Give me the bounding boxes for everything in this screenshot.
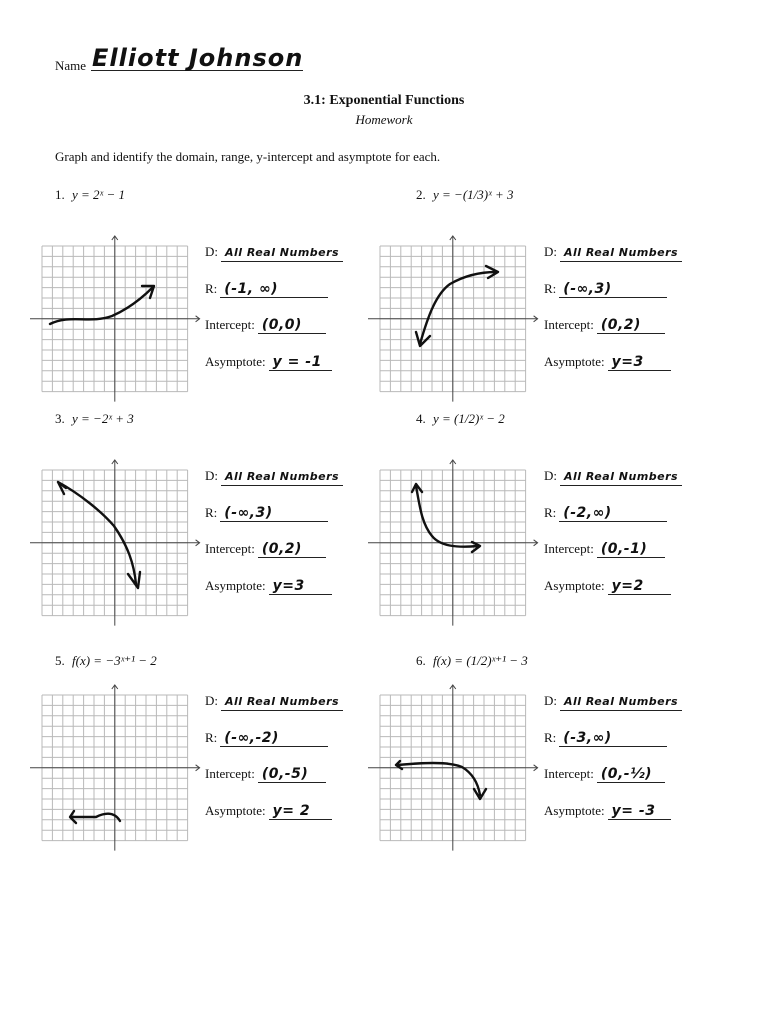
- student-name-signature: Elliott Johnson: [92, 44, 304, 72]
- hand-drawn-curve: [396, 761, 486, 799]
- problem-6-intercept: Intercept: (0,-½): [544, 766, 665, 783]
- problem-6-domain: D: All Real Numbers: [544, 693, 682, 711]
- problem-4-graph: [368, 460, 536, 618]
- instructions: Graph and identify the domain, range, y-intercept and asymptote for each.: [55, 149, 441, 164]
- problem-5-equation: f(x) = −3ˣ⁺¹ − 2: [72, 653, 157, 668]
- problem-4-intercept: Intercept: (0,-1): [544, 541, 665, 558]
- problem-4-equation: y = (1/2)ˣ − 2: [433, 411, 505, 426]
- problem-4-range: R: (-2,∞): [544, 505, 667, 522]
- problem-4-asymptote: Asymptote: y=2: [544, 578, 671, 595]
- problem-6-asymptote: Asymptote: y= -3: [544, 803, 671, 820]
- hand-drawn-curve: [416, 266, 498, 346]
- hand-drawn-curve: [70, 811, 120, 823]
- problem-3-range: R: (-∞,3): [205, 505, 328, 522]
- problem-5-asymptote: Asymptote: y= 2: [205, 803, 332, 820]
- problem-1-domain: D: All Real Numbers: [205, 244, 343, 262]
- problem-3-header: 3. y = −2ˣ + 3: [55, 411, 134, 426]
- problem-3-asymptote: Asymptote: y=3: [205, 578, 332, 595]
- problem-6-graph: [368, 685, 536, 843]
- problem-5-domain: D: All Real Numbers: [205, 693, 343, 711]
- problem-3-equation: y = −2ˣ + 3: [72, 411, 134, 426]
- problem-3-domain: D: All Real Numbers: [205, 468, 343, 486]
- problem-2-asymptote: Asymptote: y=3: [544, 354, 671, 371]
- problem-2-domain: D: All Real Numbers: [544, 244, 682, 262]
- problem-2-header: 2. y = −(1/3)ˣ + 3: [416, 187, 514, 202]
- problem-2-range: R: (-∞,3): [544, 281, 667, 298]
- problem-1-equation: y = 2ˣ − 1: [72, 187, 125, 202]
- worksheet-title: 3.1: Exponential Functions: [303, 93, 465, 108]
- hand-drawn-curve: [58, 482, 140, 588]
- problem-5-graph: [30, 685, 198, 843]
- problem-1-header: 1. y = 2ˣ − 1: [55, 187, 125, 202]
- problem-1-intercept: Intercept: (0,0): [205, 317, 326, 334]
- problem-4-header: 4. y = (1/2)ˣ − 2: [416, 411, 505, 426]
- problem-6-equation: f(x) = (1/2)ˣ⁺¹ − 3: [433, 653, 528, 668]
- problem-2-graph: [368, 236, 536, 394]
- problem-1-range: R: (-1, ∞): [205, 281, 328, 298]
- problem-2-intercept: Intercept: (0,2): [544, 317, 665, 334]
- hand-drawn-curve: [50, 286, 154, 324]
- problem-5-intercept: Intercept: (0,-5): [205, 766, 326, 783]
- problem-6-range: R: (-3,∞): [544, 730, 667, 747]
- problem-6-header: 6. f(x) = (1/2)ˣ⁺¹ − 3: [416, 653, 528, 668]
- problem-5-header: 5. f(x) = −3ˣ⁺¹ − 2: [55, 653, 157, 668]
- problem-3-intercept: Intercept: (0,2): [205, 541, 326, 558]
- worksheet-subtitle: Homework: [355, 112, 413, 127]
- problem-2-equation: y = −(1/3)ˣ + 3: [433, 187, 514, 202]
- problem-3-graph: [30, 460, 198, 618]
- problem-1-graph: [30, 236, 198, 394]
- hand-drawn-curve: [412, 484, 480, 552]
- problem-4-domain: D: All Real Numbers: [544, 468, 682, 486]
- problem-5-range: R: (-∞,-2): [205, 730, 328, 747]
- problem-1-asymptote: Asymptote: y = -1: [205, 354, 332, 371]
- name-label: Name: [55, 58, 87, 73]
